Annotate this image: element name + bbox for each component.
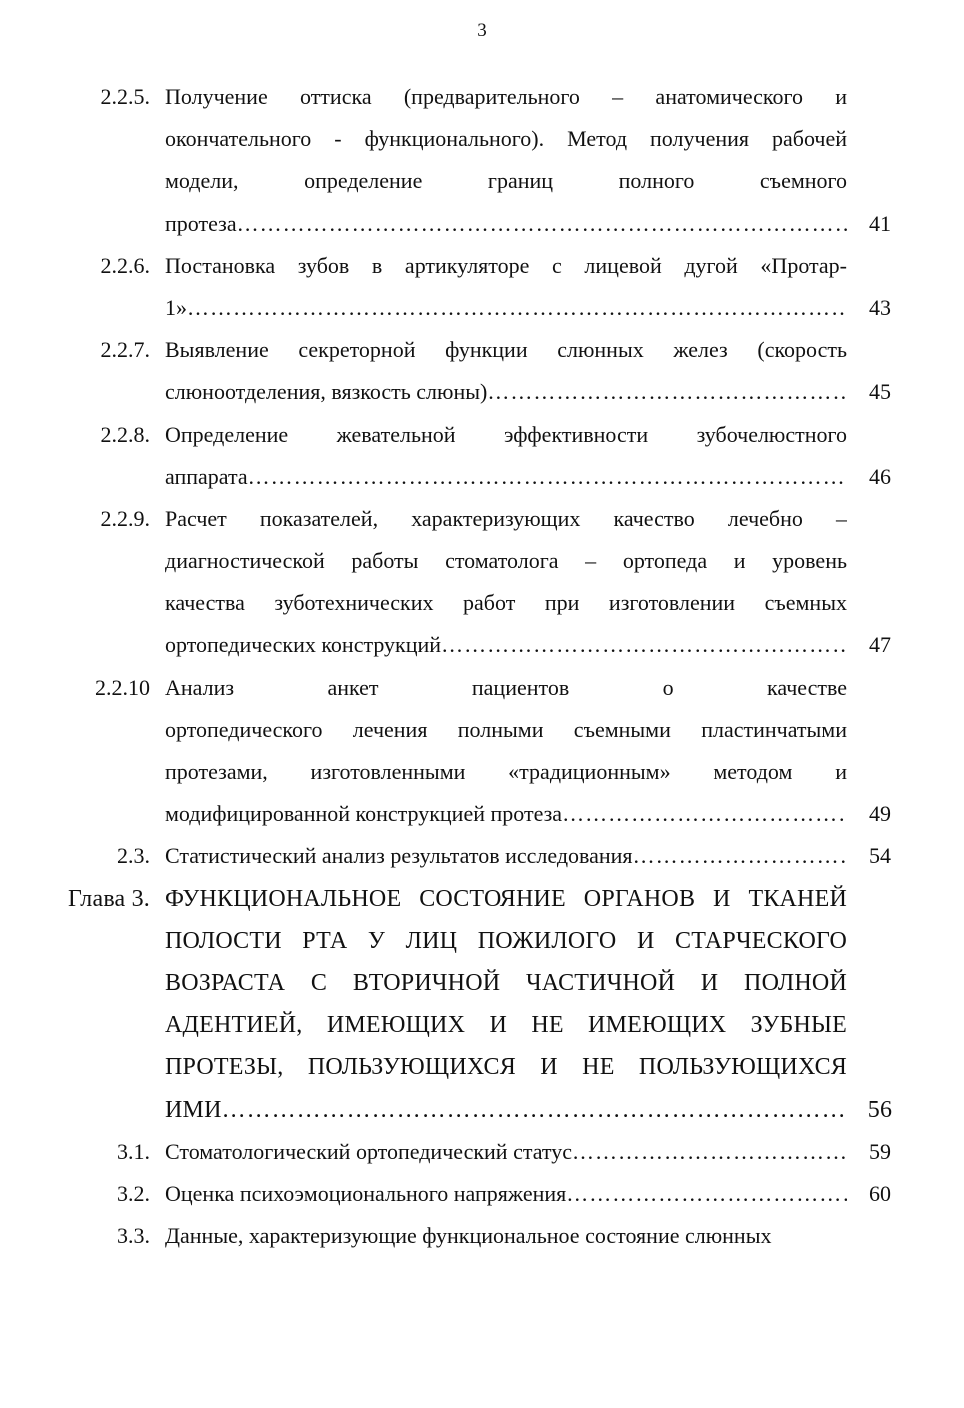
toc-entry-line: ПОЛОСТИ РТА У ЛИЦ ПОЖИЛОГО И СТАРЧЕСКОГО [165,927,847,954]
toc-entry-page: 59 [869,1138,891,1164]
toc-entry-number: 3.1. [117,1138,150,1164]
toc-entry-number: Глава 3. [68,885,150,912]
toc-entry-line: слюноотделения, вязкость слюны) [165,379,488,405]
toc-entry-line: Статистический анализ результатов исследования [165,843,633,869]
dot-leader [572,1131,847,1173]
toc-entry-page: 56 [867,1096,893,1123]
toc-entry-line: Данные, характеризующие функциональное состояние слюнных [165,1223,772,1249]
toc-entry-page: 46 [869,463,891,489]
toc-entry [0,414,964,498]
toc-entry-number: 3.3. [117,1223,150,1249]
toc-entry-title [165,1173,847,1215]
toc-entry-line: ПРОТЕЗЫ, ПОЛЬЗУЮЩИХСЯ И НЕ ПОЛЬЗУЮЩИХСЯ [165,1054,847,1081]
toc-entry-line: окончательного - функционального). Метод получения рабочей [165,126,847,152]
toc-entry-number: 2.2.5. [100,84,150,109]
toc-entry-line: Оценка психоэмоционального напряжения [165,1180,567,1206]
dot-leader [187,287,847,329]
toc-entry-title [165,878,847,1131]
toc-entry [0,1173,964,1215]
toc-entry-title [165,1131,847,1173]
toc-entry-number: 2.2.10 [95,674,150,700]
toc-entry-line: Выявление секреторной функции слюнных желез (скорость [165,337,847,363]
page-number: 3 [477,20,487,41]
toc-entry-number: 2.2.9. [100,505,150,531]
toc-entry-leader-line [165,287,847,329]
toc-entry-line: ортопедических конструкций [165,632,442,658]
toc-entry-page: 45 [869,379,891,405]
toc-entry-line: Получение оттиска (предварительного – анатомического и [165,84,847,109]
toc-entry-line: ИМИ [165,1096,222,1123]
toc-entry-line: ортопедического лечения полными съемными пластинчатыми [165,716,847,742]
toc-entry [0,667,964,836]
toc-entry [0,878,964,1131]
toc-entry-line: Стоматологический ортопедический статус [165,1138,572,1164]
toc-entry [0,245,964,329]
dot-leader [487,371,847,413]
table-of-contents [0,76,964,1257]
toc-entry-page: 54 [869,843,891,869]
toc-entry-page: 43 [869,294,891,320]
toc-entry-line: АДЕНТИЕЙ, ИМЕЮЩИХ И НЕ ИМЕЮЩИХ ЗУБНЫЕ [165,1012,847,1039]
toc-entry-leader-line [165,835,847,877]
toc-entry-leader-line [165,1089,847,1131]
toc-entry-title [165,498,847,667]
toc-entry-leader-line [165,203,847,245]
toc-entry-title [165,76,847,245]
toc-entry-title [165,245,847,329]
toc-entry-leader-line [165,624,847,666]
toc-entry-leader-line [165,1131,847,1173]
toc-entry-line: 1» [165,294,187,320]
toc-entry [0,1215,964,1257]
toc-entry-line: протеза [165,210,237,236]
toc-entry-line: Анализ анкет пациентов о качестве [165,674,847,700]
toc-entry [0,76,964,245]
toc-entry-line: Расчет показателей, характеризующих качество лечебно – [165,505,847,531]
toc-entry-title [165,414,847,498]
dot-leader [222,1089,847,1131]
toc-entry [0,498,964,667]
toc-entry [0,835,964,877]
toc-entry-leader-line [165,793,847,835]
toc-entry-leader-line [165,371,847,413]
toc-entry-page: 41 [869,210,891,236]
dot-leader [441,624,847,666]
toc-entry-title [165,835,847,877]
toc-entry [0,329,964,413]
toc-entry-number: 2.2.6. [100,252,150,278]
toc-entry-title [165,329,847,413]
dot-leader [633,835,847,877]
toc-entry-line: Постановка зубов в артикуляторе с лицевой дугой «Протар- [165,252,847,278]
toc-entry-line: протезами, изготовленными «традиционным» методом и [165,759,847,784]
toc-entry-line: ФУНКЦИОНАЛЬНОЕ СОСТОЯНИЕ ОРГАНОВ И ТКАНЕЙ [165,885,847,912]
toc-entry-leader-line [165,1173,847,1215]
toc-entry-page: 47 [869,632,891,658]
toc-entry-title [165,1215,847,1257]
toc-entry-line: ВОЗРАСТА С ВТОРИЧНОЙ ЧАСТИЧНОЙ И ПОЛНОЙ [165,969,847,996]
toc-entry-line: модифицированной конструкцией протеза [165,801,563,827]
toc-entry-line: модели, определение границ полного съемного [165,168,847,194]
toc-entry-number: 2.3. [117,843,150,869]
toc-entry-page: 49 [869,801,891,827]
toc-entry-line: Определение жевательной эффективности зубочелюстного [165,421,847,447]
toc-entry-page: 60 [869,1180,891,1206]
toc-entry [0,1131,964,1173]
toc-entry-leader-line [165,456,847,498]
dot-leader [248,456,847,498]
toc-entry-number: 3.2. [117,1180,150,1206]
toc-entry-line: диагностической работы стоматолога – ортопеда и уровень [165,548,847,574]
toc-entry-line: качества зуботехнических работ при изготовлении съемных [165,590,847,616]
toc-entry-title [165,667,847,836]
toc-entry-number: 2.2.8. [100,421,150,447]
toc-entry-line: аппарата [165,463,248,489]
toc-entry-number: 2.2.7. [100,337,150,363]
dot-leader [237,203,847,245]
dot-leader [562,793,847,835]
dot-leader [566,1173,847,1215]
